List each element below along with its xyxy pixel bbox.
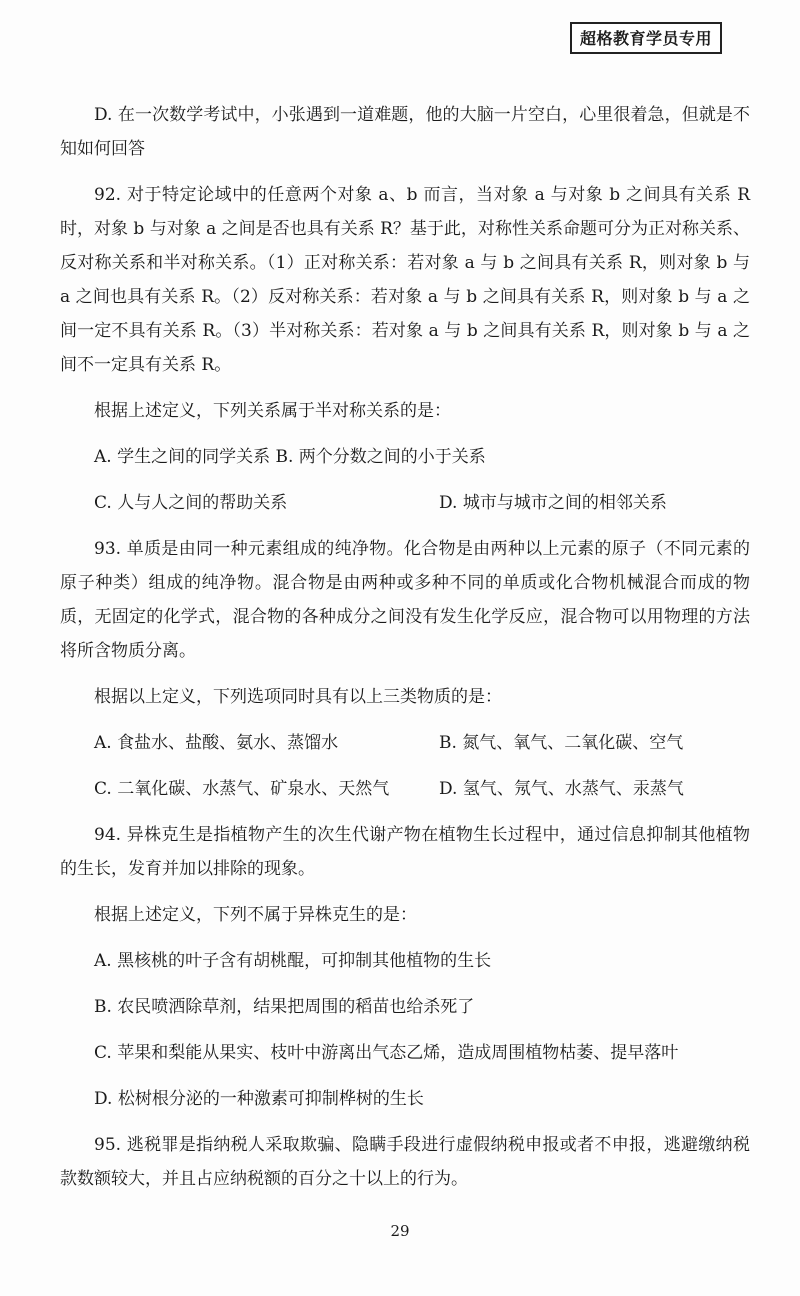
q93-option-c: C. 二氧化碳、水蒸气、矿泉水、天然气 [94, 779, 390, 799]
q93-option-d: D. 氢气、氖气、水蒸气、汞蒸气 [439, 779, 684, 799]
q93-option-a: A. 食盐水、盐酸、氨水、蒸馏水 [94, 733, 339, 753]
q92-stem: 92. 对于特定论域中的任意两个对象 a、b 而言，当对象 a 与对象 b 之间具有关系 R 时，对象 b 与对象 a 之间是否也具有关系 R？基于此，对称性关系命题可分为正对称关系、反对称关系和半对称关系。（1）正对称关系：若对象 a 与 b 之间具有关系 R，则对象 b 与 a 之间也具有关系 R。（2）反对称关系：若对象 a 与 b 之间具有关系 R，则对象 b 与 a 之间一定不具有关系 R。（3）半对称关系：若对象 a 与 b 之间具有关系 R，则对象 b 与 a 之间不一定具有关系 R。 [60, 185, 750, 375]
q95-stem: 95. 逃税罪是指纳税人采取欺骗、隐瞒手段进行虚假纳税申报或者不申报，逃避缴纳税款数额较大，并且占应纳税额的百分之十以上的行为。 [60, 1135, 750, 1189]
q92-prompt: 根据上述定义，下列关系属于半对称关系的是： [94, 401, 451, 421]
q93-prompt: 根据以上定义，下列选项同时具有以上三类物质的是： [94, 687, 502, 707]
page-number: 29 [390, 1222, 410, 1240]
q92-option-c: C. 人与人之间的帮助关系 [94, 493, 288, 513]
q92-options-cd [60, 486, 750, 520]
q93-options-cd [60, 772, 750, 806]
q94-option-d: D. 松树根分泌的一种激素可抑制桦树的生长 [94, 1089, 424, 1109]
q94-stem: 94. 异株克生是指植物产生的次生代谢产物在植物生长过程中，通过信息抑制其他植物的生长，发育并加以排除的现象。 [60, 825, 750, 879]
q91-option-d: D. 在一次数学考试中，小张遇到一道难题，他的大脑一片空白，心里很着急，但就是不知如何回答 [60, 105, 750, 159]
q94-option-c: C. 苹果和梨能从果实、枝叶中游离出气态乙烯，造成周围植物枯萎、提早落叶 [94, 1043, 679, 1063]
q94-option-b: B. 农民喷洒除草剂，结果把周围的稻苗也给杀死了 [94, 997, 475, 1017]
q92-options-ab: A. 学生之间的同学关系 B. 两个分数之间的小于关系 [94, 447, 486, 467]
header-stamp: 超格教育学员专用 [570, 22, 722, 54]
document-body [60, 98, 750, 1208]
q93-option-b: B. 氮气、氧气、二氧化碳、空气 [439, 733, 684, 753]
q94-option-a: A. 黑核桃的叶子含有胡桃醌，可抑制其他植物的生长 [94, 951, 492, 971]
q94-prompt: 根据上述定义，下列不属于异株克生的是： [94, 905, 417, 925]
q93-options-ab [60, 726, 750, 760]
q92-option-d: D. 城市与城市之间的相邻关系 [439, 493, 667, 513]
q93-stem: 93. 单质是由同一种元素组成的纯净物。化合物是由两种以上元素的原子（不同元素的原子种类）组成的纯净物。混合物是由两种或多种不同的单质或化合物机械混合而成的物质，无固定的化学式，混合物的各种成分之间没有发生化学反应，混合物可以用物理的方法将所含物质分离。 [60, 539, 750, 661]
